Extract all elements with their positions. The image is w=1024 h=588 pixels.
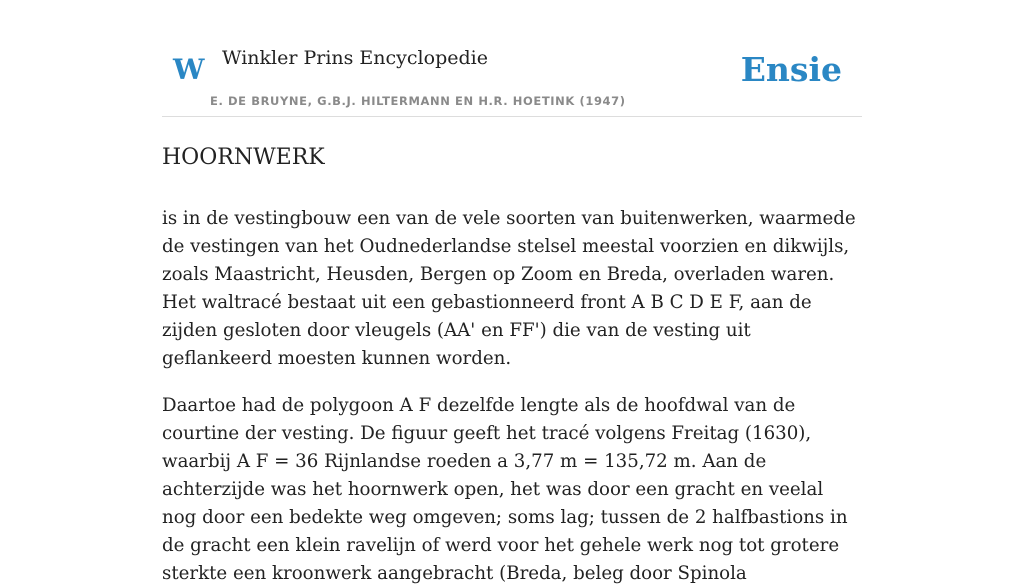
source-title[interactable]: Winkler Prins Encyclopedie (222, 47, 488, 69)
article-paragraph-1: is in de vestingbouw een van de vele soorten van buitenwerken, waarmede de vestingen van het Oudnederlandse stelsel meestal voorzien en dikwijls, zoals Maastricht, Heusden, Bergen op Zoom en Breda, overladen waren. Het waltracé bestaat uit een gebastionneerd front A B C D E F, aan de zijden gesloten door vleugels (AA' en FF') die van de vesting uit geflankeerd moesten kunnen worden. (162, 208, 856, 369)
source-authors: E. DE BRUYNE, G.B.J. HILTERMANN EN H.R. HOETINK (1947) (210, 94, 626, 108)
entry-title: HOORNWERK (162, 145, 325, 170)
page (162, 0, 862, 588)
ensie-logo-link[interactable]: Ensie (740, 50, 842, 89)
article-paragraph-2: Daartoe had de polygoon A F dezelfde lengte als de hoofdwal van de courtine der vesting. De figuur geeft het tracé volgens Freitag (1630), waarbij A F = 36 Rijnlandse roeden a 3,77 m = 135,72 m. Aan de achterzijde was het hoornwerk open, het was door een gracht en veelal nog door een bedekte weg omgeven; soms lag; tussen de 2 halfbastions in de gracht een klein ravelijn of werd voor het gehele werk nog tot grotere sterkte een kroonwerk aangebracht (Breda, beleg door Spinola (162, 395, 848, 584)
site-header (162, 0, 862, 117)
winkler-prins-logo[interactable]: W (173, 53, 205, 86)
